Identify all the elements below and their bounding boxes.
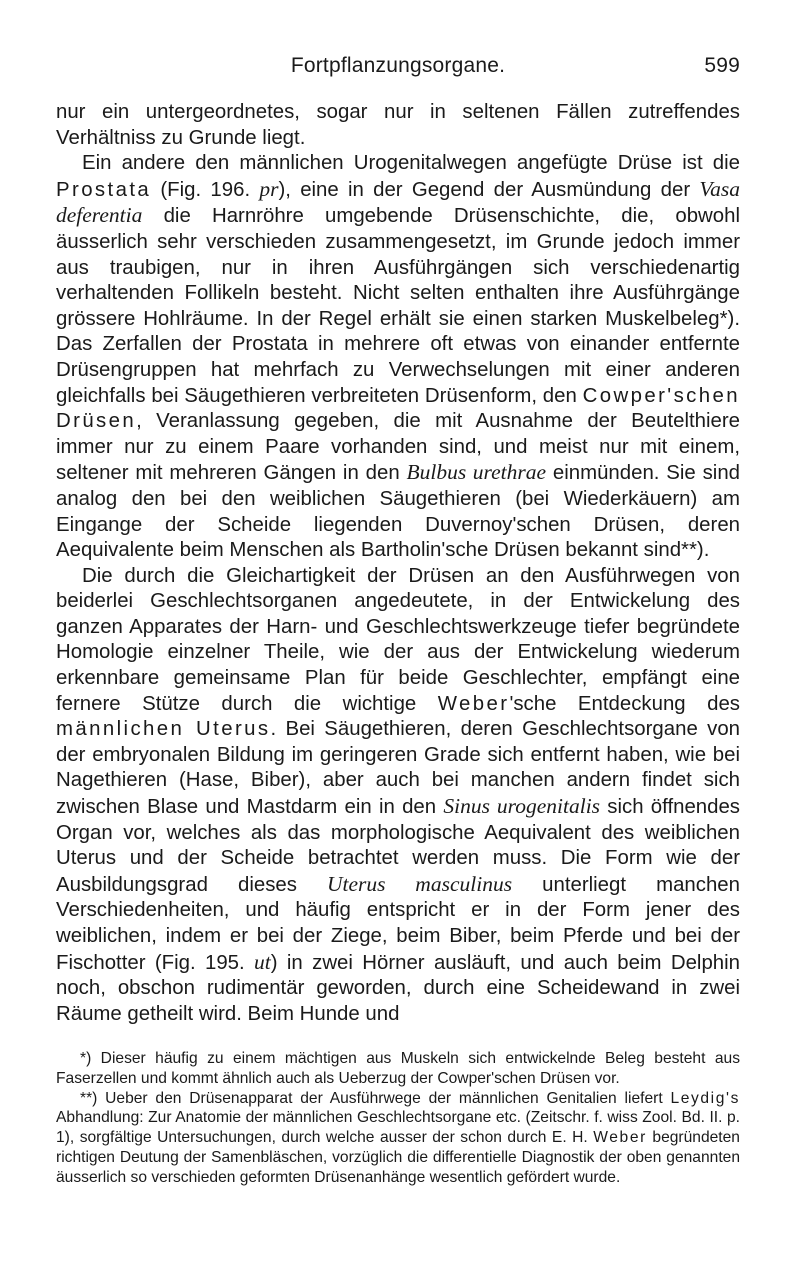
footnote-2: [56, 1089, 740, 1188]
term-maennlicher-uterus: männlichen Uterus: [56, 718, 271, 741]
p3-text-f: ) in zwei Hörner ausläuft, und auch beim Delphin noch, obschon rudimentär geworden, durch eine Scheidewand in zwei Räume getheilt wird. Beim Hunde und: [56, 951, 740, 1025]
term-vasa-deferentia: Vasa deferentia: [56, 176, 740, 228]
running-header: [56, 54, 740, 84]
paragraph-1-text: nur ein untergeordnetes, sogar nur in seltenen Fällen zutreffendes Verhältniss zu Grunde liegt.: [56, 101, 740, 149]
p3-text-d: sich öffnendes Organ vor, welches als das morphologische Aequivalent des weiblichen Uterus und der Scheide betrachtet werden muss. Die Form wie der Ausbildungsgrad dieses: [56, 796, 740, 896]
p3-text-a: Die durch die Gleichartigkeit der Drüsen an den Ausführwegen von beiderlei Geschlechtsorganen angedeutete, in der Entwickelung des ganzen Apparates der Harn- und Geschlechtswerkzeuge tiefer begründete Homologie einzelner Theile, wie der aus der Entwickelung wiederum erkennbare gemeinsame Plan für beide Geschlechter, empfängt eine fernere Stütze durch die wichtige: [56, 564, 740, 715]
footnote-1: *) Dieser häufig zu einem mächtigen aus Muskeln sich entwickelnde Beleg besteht aus Faserzellen und kommt ähnlich auch als Ueberzug der Cowper'schen Drüsen vor.: [56, 1050, 740, 1088]
paragraph-1: [56, 100, 740, 151]
fn2-text-b: Abhandlung: Zur Anatomie der männlichen Geschlechtsorgane etc. (Zeitschr. f. wiss Zool. Bd. II. p. 1), sorgfältige Untersuchungen, durch welche ausser der schon durch E. H.: [56, 1109, 740, 1147]
p2-text-d: die Harnröhre umgebende Drüsenschichte, die, obwohl äusserlich sehr verschieden zusammengesetzt, im Grunde jedoch immer aus traubigen, nur in ihren Ausführgängen sich verschiedenartig verhaltenden Follikeln besteht. Nicht selten enthalten ihre Ausführgänge grössere Hohlräume. In der Regel erhält sie einen starken Muskelbeleg*). Das Zerfallen der Prostata in mehrere oft etwas von einander entfernte Drüsengruppen hat mehrfach zu Verwechselungen mit einer anderen gleichfalls bei Säugethieren verbreiteten Drüsenform, den: [56, 205, 740, 407]
running-title: Fortpflanzungsorgane.: [290, 54, 506, 77]
figure-label-ut: ut: [254, 949, 271, 974]
term-sinus-urogenitalis: Sinus urogenitalis: [443, 794, 601, 819]
name-leydig: Leydig's: [670, 1089, 740, 1107]
term-uterus-masculinus: Uterus masculinus: [327, 871, 513, 896]
term-cowper-druesen: Cowper'schen Drüsen: [56, 384, 740, 433]
term-prostata: Prostata: [56, 178, 152, 201]
p2-text-f: einmünden. Sie sind analog den bei den weiblichen Säugethieren (bei Wiederkäuern) am Eingange der Scheide liegenden Duvernoy'schen Drüsen, deren Aequivalente beim Menschen als Bartholin'sche Drüsen bekannt sind**).: [56, 462, 741, 562]
main-text: [56, 100, 740, 1027]
paragraph-3: [56, 564, 740, 1028]
p2-text-a: Ein andere den männlichen Urogenitalwegen angefügte Drüse ist die: [82, 152, 740, 175]
figure-label-pr: pr: [259, 176, 279, 201]
fn2-text-a: **) Ueber den Drüsenapparat der Ausführwege der männlichen Genitalien liefert: [80, 1089, 671, 1107]
p3-text-c: . Bei Säugethieren, deren Geschlechtsorgane von der embryonalen Bildung im geringeren Grade sich entfernt haben, wie bei Nagethieren (Hase, Biber), aber auch bei manchen andern findet sich zwischen Blase und Mastdarm ein in den: [56, 718, 740, 819]
p2-text-b: (Fig. 196.: [151, 178, 260, 201]
term-bulbus-urethrae: Bulbus urethrae: [406, 460, 547, 485]
name-weber-footnote: Weber: [593, 1129, 647, 1147]
p2-text-c: ), eine in der Gegend der Ausmündung der: [278, 178, 700, 201]
footnotes: [56, 1049, 740, 1187]
page-number: 599: [704, 54, 740, 77]
fn2-text-c: begründeten richtigen Deutung der Samenbläschen, vorzüglich die differentielle Diagnostik der oben genannten äusserlich so verschieden geformten Drüsenanhänge wesentlich gefördert wurde.: [56, 1129, 740, 1186]
name-weber: Weber: [437, 692, 510, 715]
p2-text-e: , Veranlassung gegeben, die mit Ausnahme der Beutelthiere immer nur zu einem Paare vorhanden sind, und meist nur mit einem, seltener mit mehreren Gängen in den: [56, 410, 740, 485]
paragraph-2: [56, 151, 740, 564]
p3-text-e: unterliegt manchen Verschiedenheiten, und häufig entspricht er in der Form jener des weiblichen, indem er bei der Ziege, beim Biber, beim Pferde und bei der Fischotter (Fig. 195.: [56, 873, 740, 974]
p3-text-b: 'sche Entdeckung des: [509, 692, 740, 715]
